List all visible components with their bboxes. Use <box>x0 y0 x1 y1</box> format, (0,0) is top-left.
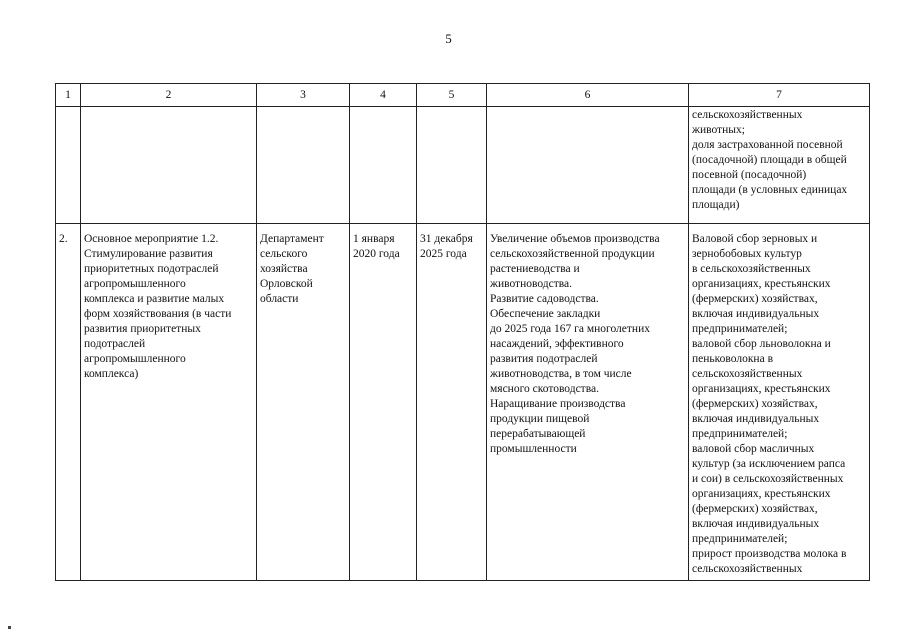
cell-row-number <box>56 224 81 581</box>
cell-executor <box>257 224 350 581</box>
cell-measure <box>81 224 257 581</box>
cell-expected-result <box>487 224 689 581</box>
measure-text: Основное мероприятие 1.2. Стимулирование развития приоритетных подотраслей агропромышленного комплекса и развитие малых форм хозяйствования (в части развития приоритетных подотраслей агропромышленного комплекса) <box>84 233 232 380</box>
indicators-continued-text: сельскохозяйственных животных; доля застрахованной посевной (посадочной) площади в общей посевной (посадочной) площади (в условных единицах площади) <box>692 109 848 211</box>
start-date-text: 1 января 2020 года <box>353 233 400 260</box>
scan-speck <box>8 626 11 629</box>
end-date-text: 31 декабря 2025 года <box>420 233 473 260</box>
cell-indicators-continued <box>689 107 870 224</box>
cell-empty <box>257 107 350 224</box>
header-col-7: 7 <box>689 84 870 107</box>
page-number: 5 <box>445 31 452 46</box>
table-row-2 <box>56 224 870 581</box>
cell-empty <box>350 107 417 224</box>
cell-start-date <box>350 224 417 581</box>
cell-indicators <box>689 224 870 581</box>
header-col-2: 2 <box>81 84 257 107</box>
cell-empty <box>81 107 257 224</box>
header-col-4: 4 <box>350 84 417 107</box>
table-row-continuation <box>56 107 870 224</box>
header-col-1: 1 <box>56 84 81 107</box>
cell-end-date <box>417 224 487 581</box>
expected-result-text: Увеличение объемов производства сельскохозяйственной продукции растениеводства и животноводства. Развитие садоводства. Обеспечение закладки до 2025 года 167 га многолетних насаждений, эффективного развития подотраслей животноводства, в том числе мясного скотоводства. Наращивание производства продукции пищевой перерабатывающей промышленности <box>490 233 660 455</box>
header-col-5: 5 <box>417 84 487 107</box>
header-col-3: 3 <box>257 84 350 107</box>
header-col-6: 6 <box>487 84 689 107</box>
header-row <box>56 84 870 107</box>
program-table <box>55 83 870 581</box>
executor-text: Департамент сельского хозяйства Орловской области <box>260 233 324 305</box>
cell-empty <box>487 107 689 224</box>
cell-empty <box>56 107 81 224</box>
cell-empty <box>417 107 487 224</box>
indicators-text: Валовой сбор зерновых и зернобобовых культур в сельскохозяйственных организациях, крестьянских (фермерских) хозяйствах, включая индивидуальных предпринимателей; валовой сбор льноволокна и пеньковолокна в сельскохозяйственных организациях, крестьянских (фермерских) хозяйствах, включая индивидуальных предпринимателей; валовой сбор масличных культур (за исключением рапса и сои) в сельскохозяйственных организациях, крестьянских (фермерских) хозяйствах, включая индивидуальных предпринимателей; прирост производства молока в сельскохозяйственных <box>692 233 847 575</box>
row-number-text: 2. <box>59 233 68 245</box>
